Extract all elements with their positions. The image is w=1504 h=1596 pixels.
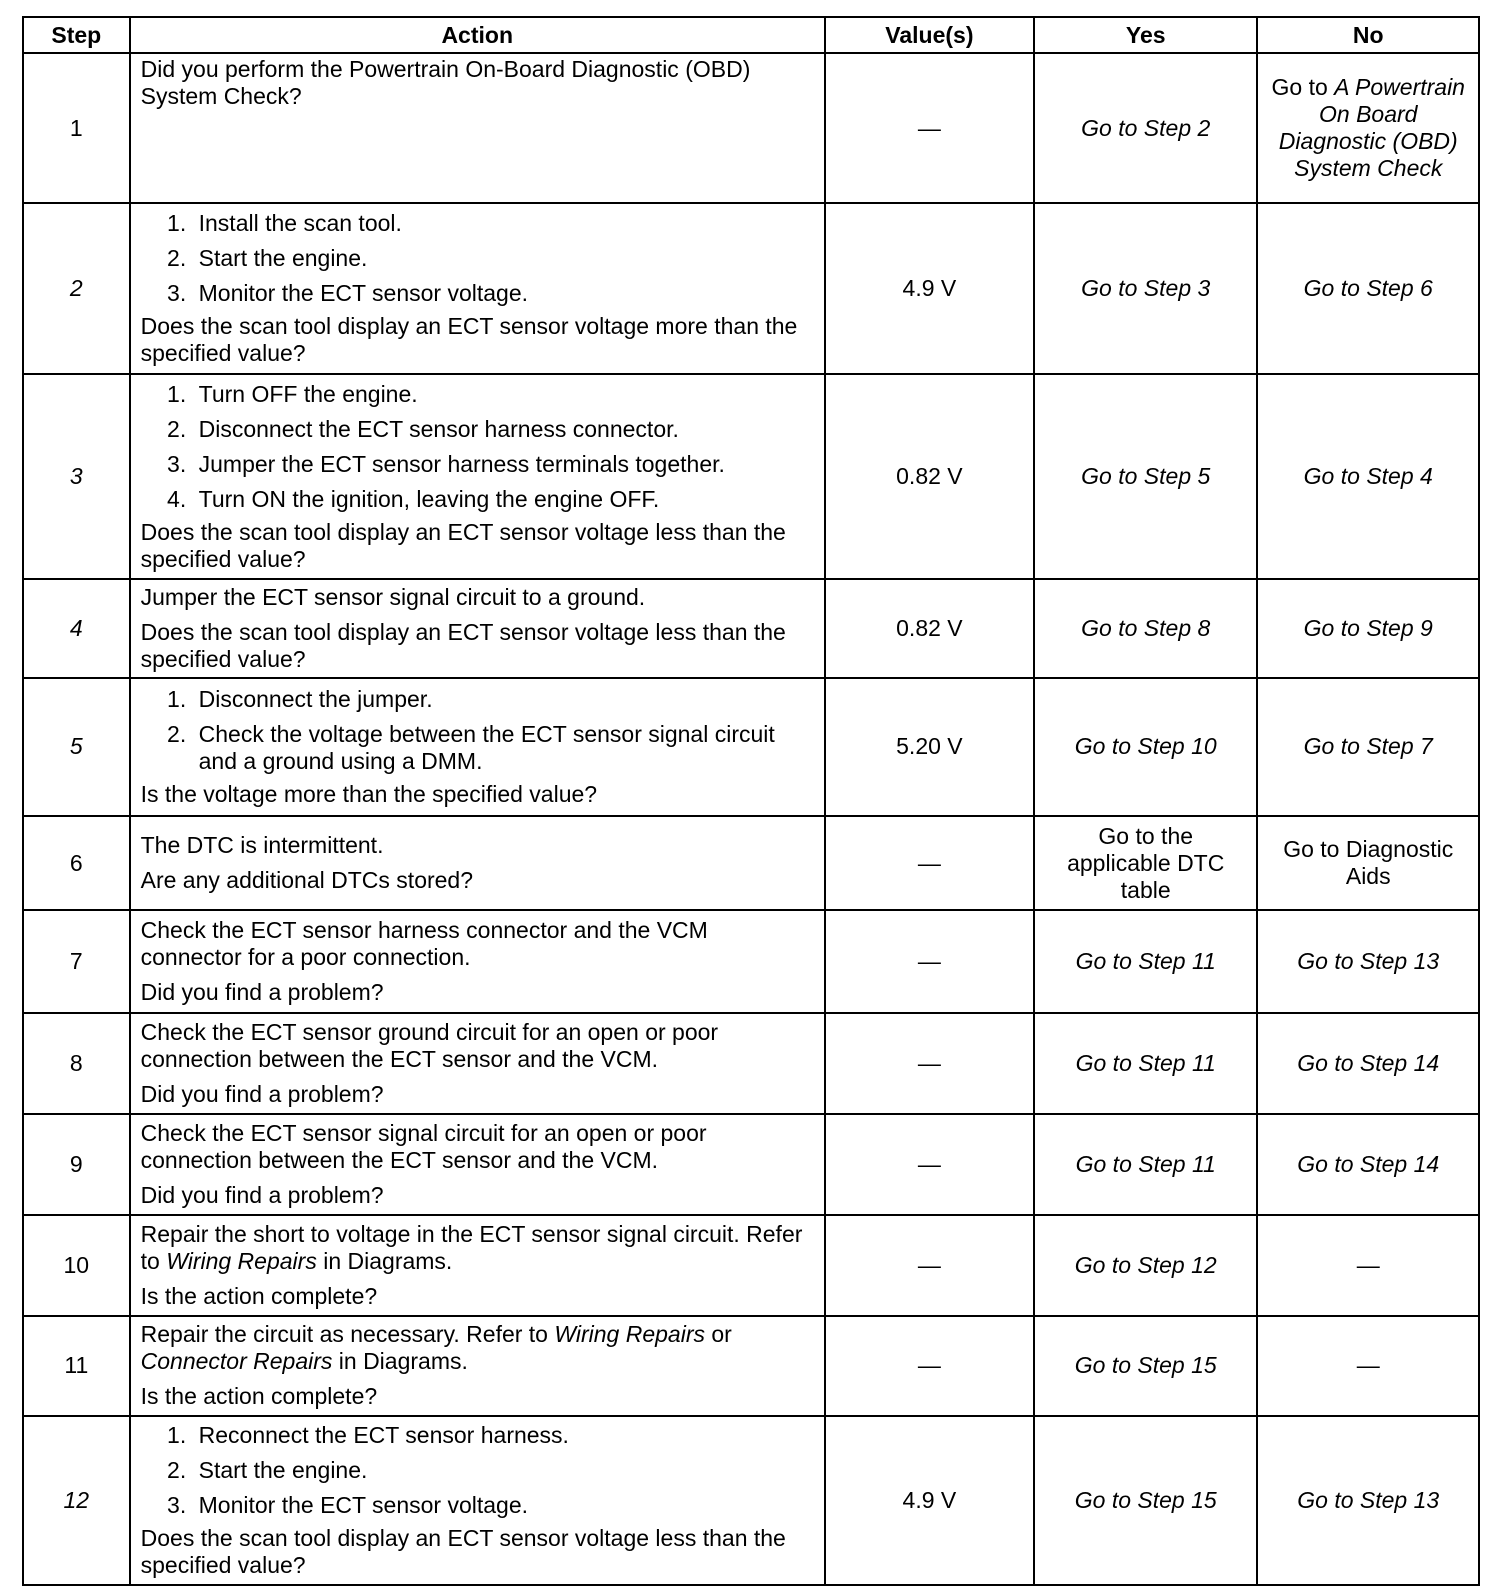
step-number: 7 <box>23 910 130 1013</box>
action-cell <box>130 203 825 374</box>
action-cell <box>130 816 825 911</box>
action-question: Does the scan tool display an ECT sensor voltage more than the specified value? <box>140 312 798 366</box>
no-cell: Go to Step 9 <box>1257 579 1479 678</box>
action-cell <box>130 579 825 678</box>
step-number: 2 <box>23 203 130 374</box>
no-prefix: Go to <box>1271 74 1335 101</box>
yes-cell: Go to Step 8 <box>1034 579 1258 678</box>
action-text-part: or <box>705 1321 732 1348</box>
action-question: Does the scan tool display an ECT sensor voltage less than the specified value? <box>140 1525 786 1579</box>
action-text: Check the ECT sensor signal circuit for an open or poor connection between the ECT sensor and the VCM. <box>140 1119 707 1173</box>
yes-cell: Go to the applicable DTC table <box>1034 816 1258 911</box>
table-row <box>23 374 1479 580</box>
no-cell: Go to Step 6 <box>1257 203 1479 374</box>
table-row <box>23 678 1479 816</box>
step-number: 3 <box>23 374 130 580</box>
no-cell: Go to Step 14 <box>1257 1013 1479 1114</box>
action-question: Does the scan tool display an ECT sensor voltage less than the specified value? <box>140 619 786 673</box>
action-step: 1. Install the scan tool. <box>193 210 814 237</box>
action-question: Are any additional DTCs stored? <box>140 867 474 894</box>
action-step: 3. Monitor the ECT sensor voltage. <box>193 280 814 307</box>
action-question: Is the action complete? <box>140 1282 378 1309</box>
action-cell <box>130 910 825 1013</box>
no-cell: Go to Step 4 <box>1257 374 1479 580</box>
action-text-part: in Diagrams. <box>316 1247 453 1274</box>
yes-cell: Go to Step 15 <box>1034 1316 1258 1417</box>
action-question: Is the voltage more than the specified value? <box>140 780 598 807</box>
action-text: The DTC is intermittent. <box>140 832 384 859</box>
step-number: 10 <box>23 1215 130 1316</box>
table-row <box>23 203 1479 374</box>
action-cell <box>130 1316 825 1417</box>
header-action: Action <box>130 17 825 53</box>
value-cell: 0.82 V <box>825 374 1034 580</box>
action-cell <box>130 1416 825 1585</box>
table-row <box>23 816 1479 911</box>
action-step: 1. Disconnect the jumper. <box>193 686 814 713</box>
table-row <box>23 1316 1479 1417</box>
action-question: Is the action complete? <box>140 1383 378 1410</box>
action-question: Did you find a problem? <box>140 1181 384 1208</box>
table-row <box>23 1114 1479 1215</box>
action-text: Check the ECT sensor harness connector and the VCM connector for a poor connection. <box>140 917 708 971</box>
value-cell: — <box>825 1114 1034 1215</box>
action-step: 3. Jumper the ECT sensor harness terminals together. <box>193 451 814 478</box>
step-number: 8 <box>23 1013 130 1114</box>
action-step: 3. Monitor the ECT sensor voltage. <box>193 1492 814 1519</box>
no-cell: Go to Diagnostic Aids <box>1257 816 1479 911</box>
no-cell: — <box>1257 1316 1479 1417</box>
action-text-part: Repair the short to voltage in the ECT sensor signal circuit. Refer to <box>140 1220 803 1274</box>
wiring-repairs-ref: Wiring Repairs <box>166 1247 317 1274</box>
no-link: A Powertrain On Board Diagnostic (OBD) System Check <box>1278 74 1465 182</box>
step-number: 12 <box>23 1416 130 1585</box>
action-text-part: in Diagrams. <box>332 1348 468 1375</box>
header-yes: Yes <box>1034 17 1258 53</box>
step-number: 4 <box>23 579 130 678</box>
action-step: 2. Check the voltage between the ECT sensor signal circuit and a ground using a DMM. <box>193 721 814 775</box>
table-row <box>23 1013 1479 1114</box>
yes-cell: Go to Step 11 <box>1034 1114 1258 1215</box>
diagnostic-table <box>22 16 1480 1586</box>
yes-cell: Go to Step 11 <box>1034 1013 1258 1114</box>
no-cell: — <box>1257 1215 1479 1316</box>
action-steps <box>141 686 814 775</box>
action-step: 2. Disconnect the ECT sensor harness connector. <box>193 416 814 443</box>
action-question: Did you find a problem? <box>140 1081 384 1108</box>
action-text <box>141 1321 814 1375</box>
yes-cell: Go to Step 3 <box>1034 203 1258 374</box>
action-step: 4. Turn ON the ignition, leaving the engine OFF. <box>193 486 814 513</box>
connector-repairs-ref: Connector Repairs <box>140 1348 333 1375</box>
no-cell: Go to Step 7 <box>1257 678 1479 816</box>
yes-cell: Go to Step 15 <box>1034 1416 1258 1585</box>
action-text <box>141 1221 814 1275</box>
action-steps <box>141 381 814 513</box>
value-cell: 0.82 V <box>825 579 1034 678</box>
header-values: Value(s) <box>825 17 1034 53</box>
no-cell <box>1257 53 1479 203</box>
value-cell: — <box>825 53 1034 203</box>
action-steps <box>141 210 814 307</box>
table-row <box>23 1215 1479 1316</box>
wiring-repairs-ref: Wiring Repairs <box>554 1321 705 1348</box>
value-cell: 4.9 V <box>825 203 1034 374</box>
action-cell <box>130 374 825 580</box>
action-cell <box>130 53 825 203</box>
action-cell <box>130 1013 825 1114</box>
yes-cell: Go to Step 10 <box>1034 678 1258 816</box>
table-row <box>23 1416 1479 1585</box>
action-question: Did you find a problem? <box>140 979 384 1006</box>
value-cell: 5.20 V <box>825 678 1034 816</box>
value-cell: — <box>825 910 1034 1013</box>
step-number: 5 <box>23 678 130 816</box>
table-row <box>23 910 1479 1013</box>
yes-cell: Go to Step 12 <box>1034 1215 1258 1316</box>
action-step: 1. Reconnect the ECT sensor harness. <box>193 1422 814 1449</box>
yes-cell: Go to Step 11 <box>1034 910 1258 1013</box>
no-cell: Go to Step 13 <box>1257 1416 1479 1585</box>
value-cell: — <box>825 1316 1034 1417</box>
step-number: 9 <box>23 1114 130 1215</box>
action-cell <box>130 678 825 816</box>
no-cell: Go to Step 13 <box>1257 910 1479 1013</box>
action-cell <box>130 1114 825 1215</box>
table-row <box>23 53 1479 203</box>
action-text: Jumper the ECT sensor signal circuit to a ground. <box>140 584 646 611</box>
yes-cell: Go to Step 5 <box>1034 374 1258 580</box>
action-text: Check the ECT sensor ground circuit for an open or poor connection between the ECT sensor and the VCM. <box>140 1019 719 1073</box>
step-number: 11 <box>23 1316 130 1417</box>
action-text: Did you perform the Powertrain On-Board Diagnostic (OBD) System Check? <box>140 56 751 109</box>
action-text-part: Repair the circuit as necessary. Refer to <box>140 1321 555 1348</box>
action-steps <box>141 1422 814 1519</box>
yes-cell: Go to Step 2 <box>1034 53 1258 203</box>
step-number: 1 <box>23 53 130 203</box>
no-cell: Go to Step 14 <box>1257 1114 1479 1215</box>
action-step: 2. Start the engine. <box>193 245 814 272</box>
header-no: No <box>1257 17 1479 53</box>
value-cell: 4.9 V <box>825 1416 1034 1585</box>
action-cell <box>130 1215 825 1316</box>
action-step: 1. Turn OFF the engine. <box>193 381 814 408</box>
table-header-row <box>23 17 1479 53</box>
value-cell: — <box>825 816 1034 911</box>
value-cell: — <box>825 1013 1034 1114</box>
value-cell: — <box>825 1215 1034 1316</box>
header-step: Step <box>23 17 130 53</box>
table-row <box>23 579 1479 678</box>
action-step: 2. Start the engine. <box>193 1457 814 1484</box>
step-number: 6 <box>23 816 130 911</box>
action-question: Does the scan tool display an ECT sensor voltage less than the specified value? <box>140 518 786 572</box>
